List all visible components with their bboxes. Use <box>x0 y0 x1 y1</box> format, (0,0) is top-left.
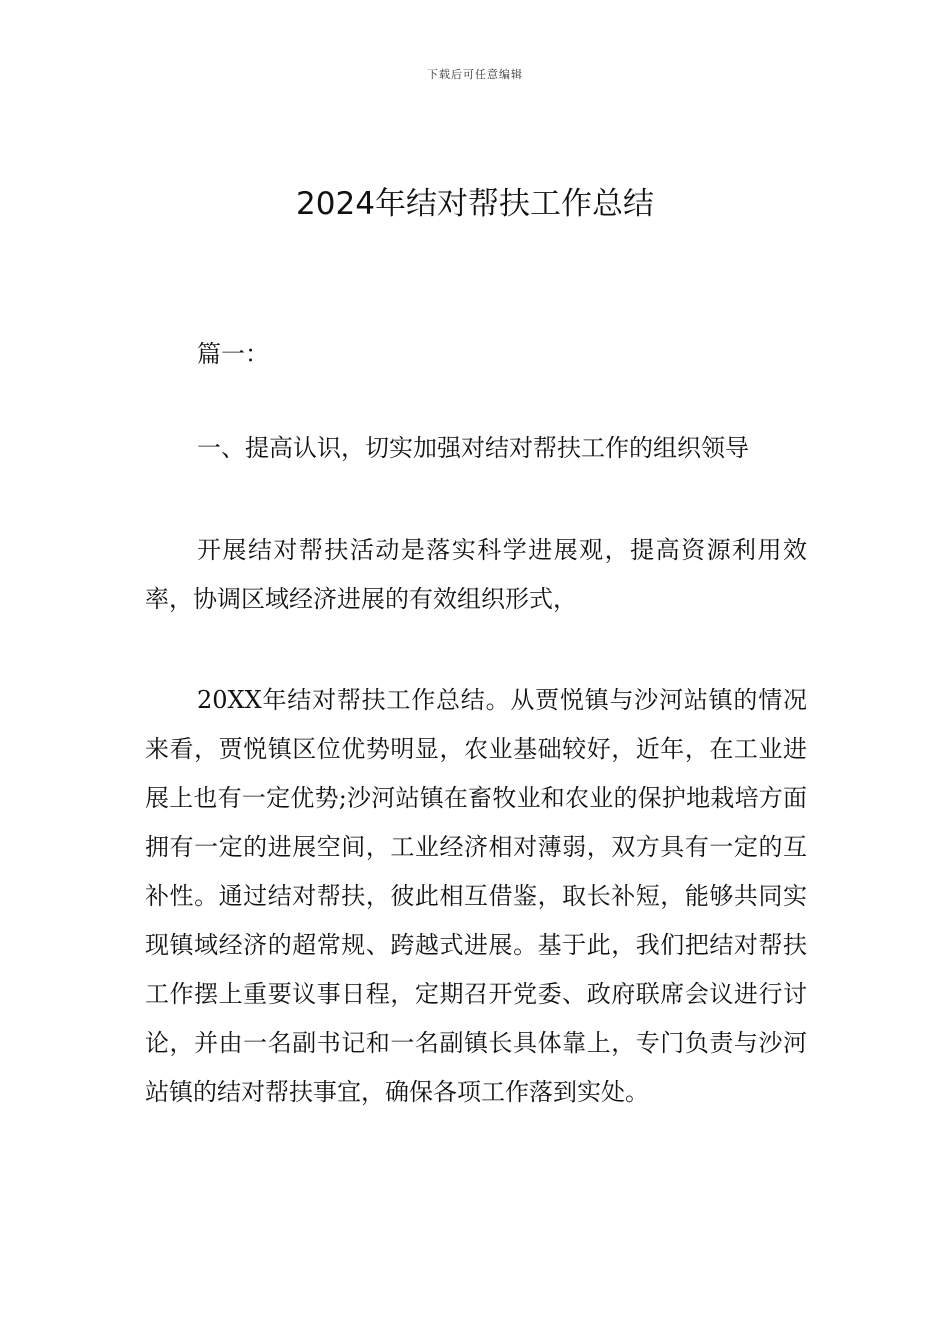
page-header-note: 下载后可任意编辑 <box>427 68 523 81</box>
section-heading: 一、提高认识，切实加强对结对帮扶工作的组织领导 <box>197 434 749 462</box>
part-label: 篇一： <box>197 340 269 368</box>
document-title: 2024年结对帮扶工作总结 <box>296 186 654 222</box>
body-paragraph: 20XX年结对帮扶工作总结。从贾悦镇与沙河站镇的情况来看，贾悦镇区位优势明显，农业基础较好，近年，在工业进展上也有一定优势;沙河站镇在畜牧业和农业的保护地栽培方面拥有一定的进展空间，工业经济相对薄弱，双方具有一定的互补性。通过结对帮扶，彼此相互借鉴，取长补短，能够共同实现镇域经济的超常规、跨越式进展。基于此，我们把结对帮扶工作摆上重要议事日程，定期召开党委、政府联席会议进行讨论，并由一名副书记和一名副镇长具体靠上，专门负责与沙河站镇的结对帮扶事宜，确保各项工作落到实处。 <box>145 686 807 1106</box>
body-paragraph: 开展结对帮扶活动是落实科学进展观，提高资源利用效率，协调区域经济进展的有效组织形式， <box>145 536 807 613</box>
